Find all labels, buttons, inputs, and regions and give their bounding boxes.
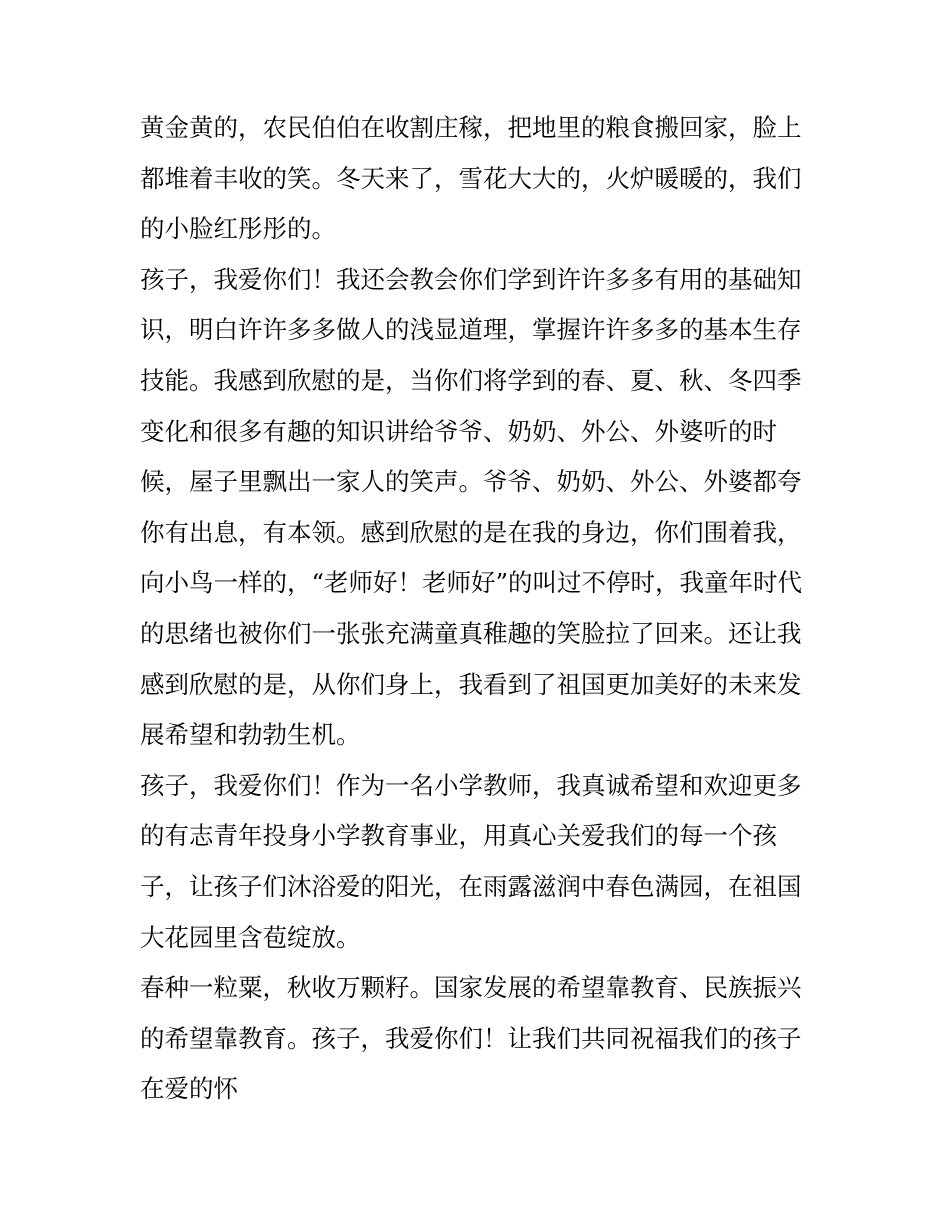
body-text [140,108,820,1120]
text-line-19: 的希望靠教育。孩子，我爱你们！让我们共同祝福我们的孩子 [140,1023,802,1053]
text-line-20: 在爱的怀 [140,1074,238,1104]
text-line-2: 都堆着丰收的笑。冬天来了，雪花大大的，火炉暖暖的，我们 [140,163,802,193]
text-line-10: 向小鸟一样的，“老师好！老师好”的叫过不停时，我童年时代 [140,568,803,598]
text-line-16: 子，让孩子们沐浴爱的阳光，在雨露滋润中春色满园，在祖国 [140,871,802,901]
text-line-15: 的有志青年投身小学教育事业，用真心关爱我们的每一个孩 [140,821,777,851]
text-line-8: 候，屋子里飘出一家人的笑声。爷爷、奶奶、外公、外婆都夸 [140,467,802,497]
text-line-9: 你有出息，有本领。感到欣慰的是在我的身边，你们围着我， [140,517,802,547]
text-line-6: 技能。我感到欣慰的是，当你们将学到的春、夏、秋、冬四季 [140,365,802,395]
text-line-17: 大花园里含苞绽放。 [140,922,361,952]
text-line-1: 黄金黄的，农民伯伯在收割庄稼，把地里的粮食搬回家，脸上 [140,113,802,142]
text-line-13: 展希望和勃勃生机。 [140,720,361,750]
text-line-14: 孩子，我爱你们！作为一名小学教师，我真诚希望和欢迎更多 [140,770,802,800]
text-line-18: 春种一粒粟，秋收万颗籽。国家发展的希望靠教育、民族振兴 [140,973,802,1003]
text-line-5: 识，明白许许多多做人的浅显道理，掌握许许多多的基本生存 [140,315,802,345]
text-line-3: 的小脸红彤彤的。 [140,214,336,244]
text-line-7: 变化和很多有趣的知识讲给爷爷、奶奶、外公、外婆听的时 [140,416,777,446]
text-line-11: 的思绪也被你们一张张充满童真稚趣的笑脸拉了回来。还让我 [140,618,802,648]
text-line-12: 感到欣慰的是，从你们身上，我看到了祖国更加美好的未来发 [140,669,802,699]
text-line-4: 孩子，我爱你们！我还会教会你们学到许许多多有用的基础知 [140,264,802,294]
